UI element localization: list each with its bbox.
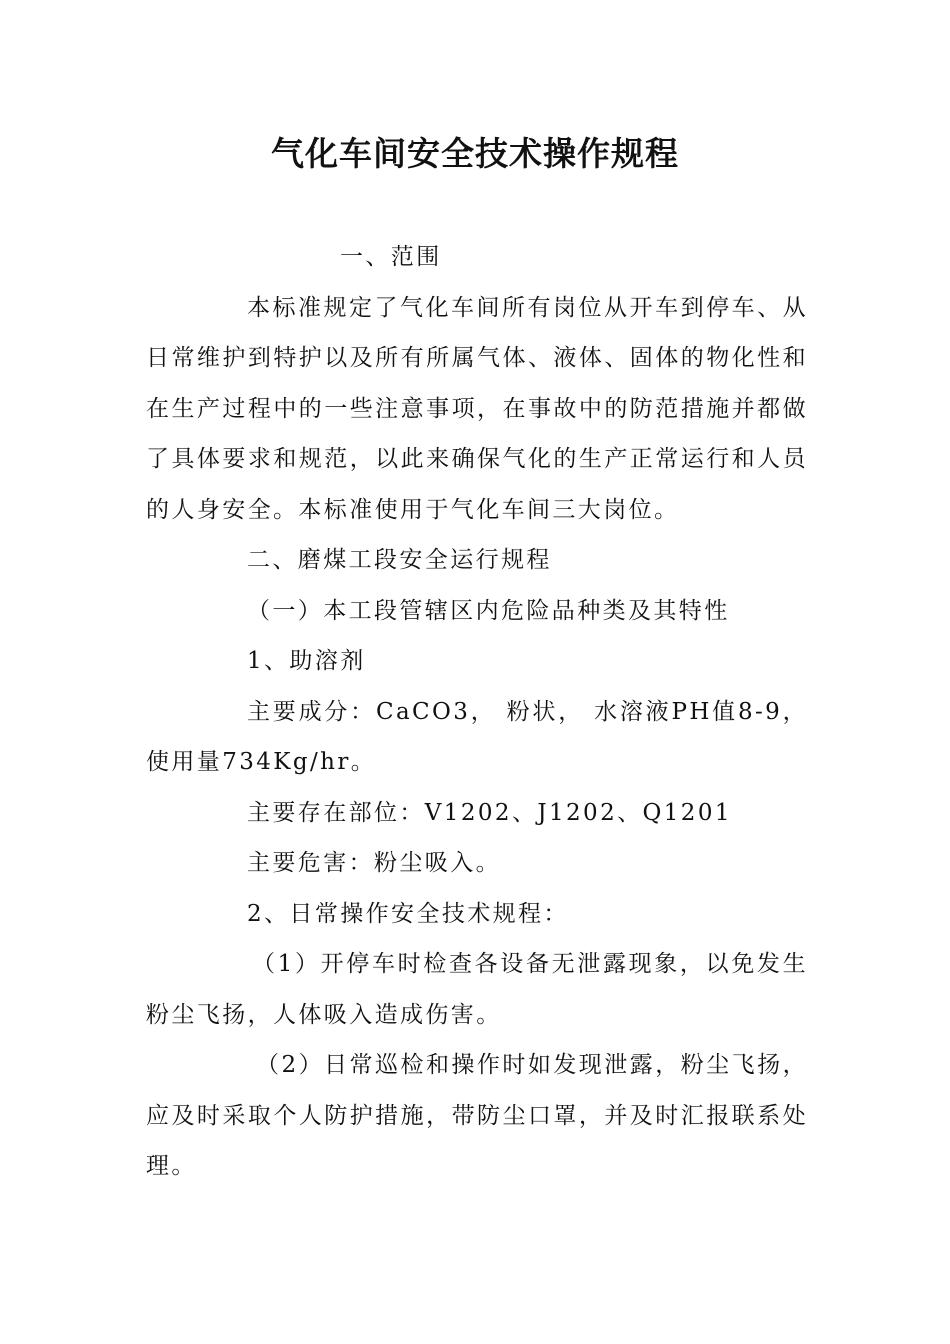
item-heading-operation-rules: 2、日常操作安全技术规程：: [247, 900, 569, 927]
paragraph-rule-2: （2）日常巡检和操作时如发现泄露，粉尘飞扬，应及时采取个人防护措施，带防尘口罩，并及时汇报联系处理。: [146, 1052, 808, 1179]
paragraph-main-hazard: 主要危害：粉尘吸入。: [247, 850, 501, 876]
paragraph-rule-1: （1）开停车时检查各设备无泄露现象，以免发生粉尘飞扬，人体吸入造成伤害。: [146, 951, 808, 1028]
subsection-heading-hazards: （一）本工段管辖区内危险品种类及其特性: [247, 597, 730, 624]
document-title: 气化车间安全技术操作规程: [271, 134, 679, 173]
item-heading-flux: 1、助溶剂: [247, 648, 366, 674]
paragraph-scope-description: 本标准规定了气化车间所有岗位从开车到停车、从日常维护到特护以及所有所属气体、液体、固体的物化性和在生产过程中的一些注意事项，在事故中的防范措施并都做了具体要求和规范，以此来确保气化的生产正常运行和人员的人身安全。本标准使用于气化车间三大岗位。: [146, 294, 808, 523]
document-body: [146, 232, 808, 1192]
paragraph-main-composition: 主要成分：CaCO3， 粉状， 水溶液PH值8-9，使用量734Kg/hr。: [146, 698, 808, 775]
section-heading-scope: 一、范围: [340, 244, 442, 270]
paragraph-storage-location: 主要存在部位：V1202、J1202、Q1201: [247, 799, 732, 826]
section-heading-grinding: 二、磨煤工段安全运行规程: [247, 547, 552, 573]
